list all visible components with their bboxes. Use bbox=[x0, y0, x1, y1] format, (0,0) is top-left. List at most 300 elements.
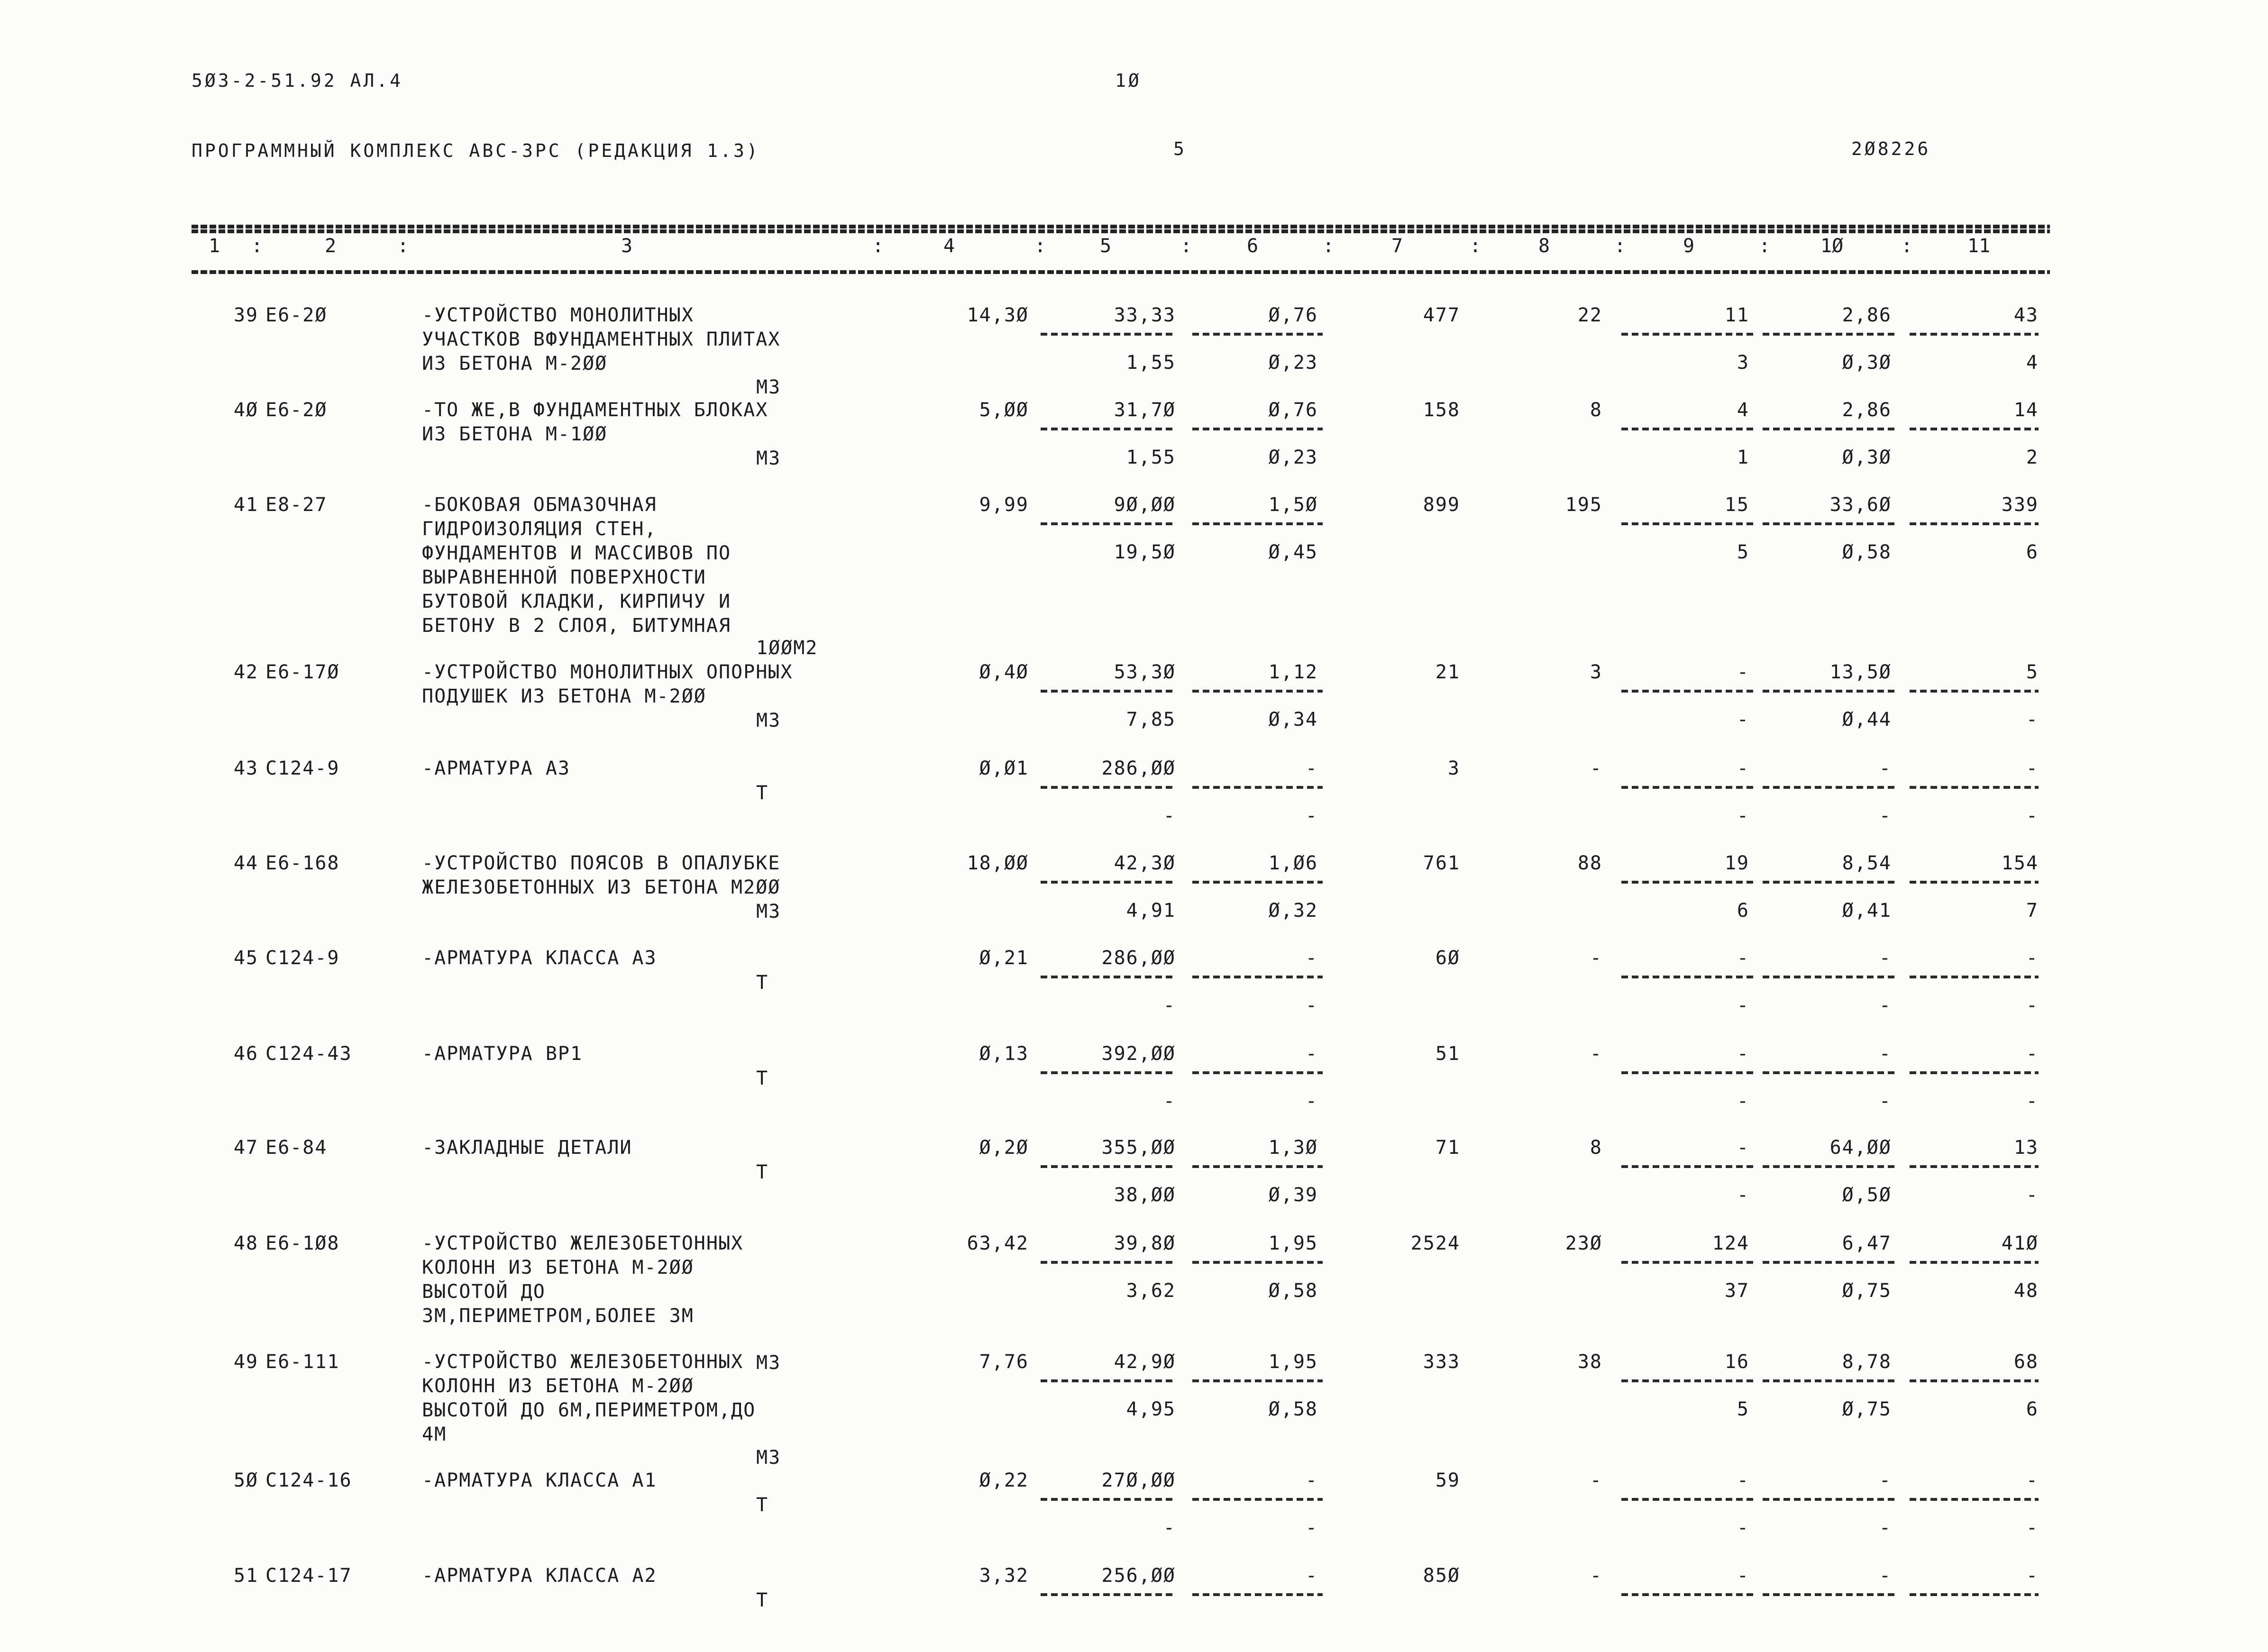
unit-label: 1ØØМ2 bbox=[756, 637, 818, 659]
unit-label: М3 bbox=[756, 447, 781, 469]
cell-divider bbox=[1192, 1379, 1323, 1382]
labor-total: 5 bbox=[2026, 661, 2039, 683]
machine-cost-sub: 5 bbox=[1737, 1398, 1749, 1420]
unit-label: М3 bbox=[756, 376, 781, 398]
cell-divider bbox=[1621, 786, 1754, 789]
labor-unit-sub: Ø,3Ø bbox=[1842, 447, 1892, 468]
row-number: 46 bbox=[233, 1043, 258, 1065]
labor-total: - bbox=[2026, 758, 2039, 779]
row-number: 4Ø bbox=[233, 399, 258, 421]
cell-divider bbox=[1763, 1165, 1896, 1168]
labor-unit: - bbox=[1879, 1043, 1892, 1065]
labor-unit-sub: Ø,44 bbox=[1842, 709, 1892, 730]
labor-total-sub: - bbox=[2026, 709, 2039, 730]
work-description: -УСТРОЙСТВО МОНОЛИТНЫХ УЧАСТКОВ ВФУНДАМЕНТНЫХ ПЛИТАХ ИЗ БЕТОНА М-2ØØ bbox=[422, 304, 781, 374]
unit-cost-sub: - bbox=[1163, 995, 1176, 1016]
cell-divider bbox=[1192, 1261, 1323, 1264]
quantity: 3,32 bbox=[979, 1565, 1029, 1587]
unit-label: Т bbox=[756, 1161, 769, 1183]
cell-divider bbox=[1041, 428, 1176, 430]
work-description: -БОКОВАЯ ОБМАЗОЧНАЯ ГИДРОИЗОЛЯЦИЯ СТЕН, ФУНДАМЕНТОВ И МАССИВОВ ПО ВЫРАВНЕННОЙ ПОВЕРХНОСТИ БУТОВОЙ КЛАДКИ, КИРПИЧУ И БЕТОНУ В 2 СЛОЯ, БИТУМНАЯ bbox=[422, 494, 732, 637]
unit-cost: 27Ø,ØØ bbox=[1101, 1469, 1176, 1491]
row-number: 41 bbox=[233, 494, 258, 516]
quantity: Ø,13 bbox=[979, 1043, 1029, 1065]
wage-cost: - bbox=[1305, 758, 1318, 779]
total-cost: 158 bbox=[1423, 399, 1460, 421]
total-cost: 71 bbox=[1435, 1137, 1460, 1159]
machine-cost-sub: - bbox=[1737, 995, 1749, 1016]
wage-cost: 1,5Ø bbox=[1268, 494, 1318, 516]
work-description: -АРМАТУРА А3 bbox=[422, 758, 570, 779]
unit-cost: 286,ØØ bbox=[1101, 947, 1176, 969]
work-description: -УСТРОЙСТВО ЖЕЛЕЗОБЕТОННЫХ КОЛОНН ИЗ БЕТОНА М-2ØØ ВЫСОТОЙ ДО 6М,ПЕРИМЕТРОМ,ДО 4М bbox=[422, 1351, 756, 1445]
cell-divider bbox=[1763, 522, 1896, 525]
row-number: 42 bbox=[233, 661, 258, 683]
labor-total: 68 bbox=[2013, 1351, 2039, 1373]
cell-divider bbox=[1910, 786, 2039, 789]
cell-divider bbox=[1192, 333, 1323, 336]
cell-divider bbox=[1621, 1379, 1754, 1382]
machine-cost: - bbox=[1737, 1565, 1749, 1587]
column-header: 2 bbox=[325, 235, 337, 257]
wage-cost-sub: - bbox=[1305, 995, 1318, 1016]
total-cost: 85Ø bbox=[1423, 1565, 1460, 1587]
row-code: С124-16 bbox=[265, 1469, 352, 1491]
labor-unit: - bbox=[1879, 1565, 1892, 1587]
column-header: 7 bbox=[1391, 235, 1403, 257]
unit-cost-sub: 19,5Ø bbox=[1114, 541, 1176, 563]
cell-divider bbox=[1910, 1071, 2039, 1074]
table-top-rule-2 bbox=[192, 229, 2050, 233]
machine-cost-sub: - bbox=[1737, 1184, 1749, 1206]
quantity: 63,42 bbox=[967, 1232, 1029, 1254]
machine-cost-sub: 6 bbox=[1737, 900, 1749, 922]
labor-total-sub: - bbox=[2026, 995, 2039, 1016]
labor-total: 154 bbox=[2001, 852, 2039, 874]
labor-unit: 33,6Ø bbox=[1829, 494, 1892, 516]
unit-label: М3 bbox=[756, 901, 781, 922]
document-code: 5Ø3-2-51.92 АЛ.4 bbox=[192, 70, 403, 91]
cell-divider bbox=[1621, 1261, 1754, 1264]
unit-cost: 286,ØØ bbox=[1101, 758, 1176, 779]
column-separator: : bbox=[1470, 235, 1482, 257]
total-cost: 51 bbox=[1435, 1043, 1460, 1065]
cell-divider bbox=[1041, 1261, 1176, 1264]
labor-total: - bbox=[2026, 1043, 2039, 1065]
wages-total: - bbox=[1590, 947, 1602, 969]
machine-cost-sub: 5 bbox=[1737, 541, 1749, 563]
machine-cost: - bbox=[1737, 661, 1749, 683]
machine-cost: 4 bbox=[1737, 399, 1749, 421]
wage-cost-sub: Ø,34 bbox=[1268, 709, 1318, 730]
wage-cost-sub: - bbox=[1305, 805, 1318, 827]
row-number: 39 bbox=[233, 304, 258, 326]
cell-divider bbox=[1910, 881, 2039, 884]
column-separator: : bbox=[1901, 235, 1913, 257]
page-number: 5 bbox=[1173, 138, 1187, 159]
cell-divider bbox=[1041, 690, 1176, 693]
row-code: С124-43 bbox=[265, 1043, 352, 1065]
wages-total: 88 bbox=[1577, 852, 1602, 874]
quantity: Ø,4Ø bbox=[979, 661, 1029, 683]
cell-divider bbox=[1041, 1379, 1176, 1382]
cell-divider bbox=[1910, 1498, 2039, 1501]
total-cost: 3 bbox=[1447, 758, 1460, 779]
column-separator: : bbox=[872, 235, 884, 257]
column-header: 4 bbox=[943, 235, 955, 257]
total-cost: 2524 bbox=[1410, 1232, 1460, 1254]
labor-unit-sub: Ø,75 bbox=[1842, 1398, 1892, 1420]
work-description: -АРМАТУРА ВР1 bbox=[422, 1043, 583, 1065]
unit-cost: 53,3Ø bbox=[1114, 661, 1176, 683]
cell-divider bbox=[1041, 881, 1176, 884]
unit-cost-sub: 4,91 bbox=[1126, 900, 1176, 922]
cell-divider bbox=[1910, 976, 2039, 978]
cell-divider bbox=[1041, 976, 1176, 978]
unit-cost: 42,9Ø bbox=[1114, 1351, 1176, 1373]
cell-divider bbox=[1041, 522, 1176, 525]
row-number: 45 bbox=[233, 947, 258, 969]
labor-unit-sub: Ø,41 bbox=[1842, 900, 1892, 922]
column-separator: : bbox=[1323, 235, 1335, 257]
row-code: Е6-111 bbox=[265, 1351, 340, 1373]
labor-unit: 8,54 bbox=[1842, 852, 1892, 874]
cell-divider bbox=[1041, 1071, 1176, 1074]
machine-cost: - bbox=[1737, 1469, 1749, 1491]
machine-cost: - bbox=[1737, 947, 1749, 969]
machine-cost-sub: - bbox=[1737, 805, 1749, 827]
labor-unit-sub: - bbox=[1879, 1090, 1892, 1112]
labor-unit: 13,5Ø bbox=[1829, 661, 1892, 683]
work-description: -ЗАКЛАДНЫЕ ДЕТАЛИ bbox=[422, 1137, 632, 1159]
wage-cost: Ø,76 bbox=[1268, 399, 1318, 421]
quantity: 9,99 bbox=[979, 494, 1029, 516]
unit-label: М3 bbox=[756, 710, 781, 731]
unit-label: Т bbox=[756, 1068, 769, 1089]
cell-divider bbox=[1621, 1498, 1754, 1501]
column-header: 3 bbox=[621, 235, 633, 257]
wage-cost-sub: Ø,23 bbox=[1268, 352, 1318, 374]
wage-cost-sub: Ø,45 bbox=[1268, 541, 1318, 563]
document-id: 2Ø8226 bbox=[1851, 138, 1931, 159]
total-cost: 899 bbox=[1423, 494, 1460, 516]
row-number: 47 bbox=[233, 1137, 258, 1159]
column-header: 11 bbox=[1967, 235, 1991, 257]
unit-cost: 355,ØØ bbox=[1101, 1137, 1176, 1159]
row-number: 51 bbox=[233, 1565, 258, 1587]
column-header: 9 bbox=[1683, 235, 1695, 257]
cell-divider bbox=[1041, 333, 1176, 336]
row-number: 43 bbox=[233, 758, 258, 779]
total-cost: 6Ø bbox=[1435, 947, 1460, 969]
labor-total: 13 bbox=[2013, 1137, 2039, 1159]
column-header-rule bbox=[192, 270, 2050, 274]
cell-divider bbox=[1621, 522, 1754, 525]
cell-divider bbox=[1192, 881, 1323, 884]
cell-divider bbox=[1763, 690, 1896, 693]
unit-cost: 256,ØØ bbox=[1101, 1565, 1176, 1587]
machine-cost-sub: 3 bbox=[1737, 352, 1749, 374]
labor-unit-sub: Ø,75 bbox=[1842, 1280, 1892, 1302]
machine-cost: 124 bbox=[1712, 1232, 1749, 1254]
labor-total: 14 bbox=[2013, 399, 2039, 421]
unit-cost-sub: 4,95 bbox=[1126, 1398, 1176, 1420]
total-cost: 761 bbox=[1423, 852, 1460, 874]
cell-divider bbox=[1621, 881, 1754, 884]
labor-total: 41Ø bbox=[2001, 1232, 2039, 1254]
labor-total: 339 bbox=[2001, 494, 2039, 516]
wage-cost-sub: - bbox=[1305, 1090, 1318, 1112]
table-top-rule bbox=[192, 225, 2050, 228]
machine-cost: 16 bbox=[1724, 1351, 1749, 1373]
machine-cost-sub: - bbox=[1737, 709, 1749, 730]
cell-divider bbox=[1910, 522, 2039, 525]
row-code: Е6-17Ø bbox=[265, 661, 340, 683]
cell-divider bbox=[1041, 786, 1176, 789]
column-separator: : bbox=[251, 235, 263, 257]
wage-cost: - bbox=[1305, 1043, 1318, 1065]
column-separator: : bbox=[1180, 235, 1192, 257]
column-separator: : bbox=[1614, 235, 1626, 257]
cell-divider bbox=[1763, 1261, 1896, 1264]
labor-unit-sub: - bbox=[1879, 1517, 1892, 1539]
row-code: С124-9 bbox=[265, 758, 340, 779]
machine-cost-sub: 37 bbox=[1724, 1280, 1749, 1302]
unit-label: М3 bbox=[756, 1447, 781, 1469]
cell-divider bbox=[1621, 690, 1754, 693]
cell-divider bbox=[1192, 1593, 1323, 1596]
quantity: 14,3Ø bbox=[967, 304, 1029, 326]
unit-cost-sub: 3,62 bbox=[1126, 1280, 1176, 1302]
work-description: -УСТРОЙСТВО ПОЯСОВ В ОПАЛУБКЕ ЖЕЛЕЗОБЕТОННЫХ ИЗ БЕТОНА М2ØØ bbox=[422, 852, 781, 898]
labor-unit-sub: - bbox=[1879, 995, 1892, 1016]
wage-cost-sub: Ø,58 bbox=[1268, 1398, 1318, 1420]
cell-divider bbox=[1621, 333, 1754, 336]
row-code: Е6-2Ø bbox=[265, 399, 328, 421]
unit-cost-sub: 7,85 bbox=[1126, 709, 1176, 730]
wages-total: - bbox=[1590, 758, 1602, 779]
machine-cost-sub: - bbox=[1737, 1517, 1749, 1539]
row-code: Е6-1Ø8 bbox=[265, 1232, 340, 1254]
machine-cost: 11 bbox=[1724, 304, 1749, 326]
wage-cost: 1,Ø6 bbox=[1268, 852, 1318, 874]
labor-unit: 64,ØØ bbox=[1829, 1137, 1892, 1159]
labor-total-sub: - bbox=[2026, 805, 2039, 827]
labor-total-sub: - bbox=[2026, 1517, 2039, 1539]
total-cost: 21 bbox=[1435, 661, 1460, 683]
wages-total: - bbox=[1590, 1043, 1602, 1065]
labor-total: 43 bbox=[2013, 304, 2039, 326]
cell-divider bbox=[1763, 1071, 1896, 1074]
cell-divider bbox=[1763, 881, 1896, 884]
row-code: Е6-168 bbox=[265, 852, 340, 874]
unit-label: Т bbox=[756, 972, 769, 994]
wage-cost-sub: Ø,32 bbox=[1268, 900, 1318, 922]
unit-cost-sub: - bbox=[1163, 1517, 1176, 1539]
unit-cost-sub: - bbox=[1163, 1090, 1176, 1112]
labor-unit-sub: Ø,3Ø bbox=[1842, 352, 1892, 374]
cell-divider bbox=[1192, 1071, 1323, 1074]
cell-divider bbox=[1763, 1498, 1896, 1501]
cell-divider bbox=[1910, 1261, 2039, 1264]
cell-divider bbox=[1763, 333, 1896, 336]
cell-divider bbox=[1910, 690, 2039, 693]
wages-total: 8 bbox=[1590, 399, 1602, 421]
machine-cost: - bbox=[1737, 758, 1749, 779]
unit-label: Т bbox=[756, 1494, 769, 1516]
column-header: 8 bbox=[1538, 235, 1550, 257]
total-cost: 59 bbox=[1435, 1469, 1460, 1491]
cell-divider bbox=[1763, 786, 1896, 789]
labor-total-sub: 7 bbox=[2026, 900, 2039, 922]
cell-divider bbox=[1910, 428, 2039, 430]
wages-total: 22 bbox=[1577, 304, 1602, 326]
row-number: 5Ø bbox=[233, 1469, 258, 1491]
cell-divider bbox=[1192, 522, 1323, 525]
labor-total: - bbox=[2026, 1469, 2039, 1491]
program-title: ПРОГРАММНЫЙ КОМПЛЕКС АВС-3РС (РЕДАКЦИЯ 1.3) bbox=[192, 140, 760, 161]
quantity: Ø,22 bbox=[979, 1469, 1029, 1491]
machine-cost-sub: 1 bbox=[1737, 447, 1749, 468]
labor-total-sub: 4 bbox=[2026, 352, 2039, 374]
cell-divider bbox=[1910, 1165, 2039, 1168]
quantity: Ø,2Ø bbox=[979, 1137, 1029, 1159]
cell-divider bbox=[1910, 333, 2039, 336]
machine-cost-sub: - bbox=[1737, 1090, 1749, 1112]
work-description: -АРМАТУРА КЛАССА А3 bbox=[422, 947, 657, 969]
cell-divider bbox=[1041, 1593, 1176, 1596]
unit-cost: 31,7Ø bbox=[1114, 399, 1176, 421]
row-code: С124-9 bbox=[265, 947, 340, 969]
cell-divider bbox=[1763, 428, 1896, 430]
machine-cost: - bbox=[1737, 1043, 1749, 1065]
row-code: Е8-27 bbox=[265, 494, 328, 516]
quantity: Ø,Ø1 bbox=[979, 758, 1029, 779]
quantity: 7,76 bbox=[979, 1351, 1029, 1373]
cell-divider bbox=[1621, 1165, 1754, 1168]
wage-cost-sub: Ø,23 bbox=[1268, 447, 1318, 468]
wage-cost-sub: - bbox=[1305, 1517, 1318, 1539]
column-header: 5 bbox=[1100, 235, 1112, 257]
cell-divider bbox=[1192, 976, 1323, 978]
labor-unit: - bbox=[1879, 758, 1892, 779]
column-separator: : bbox=[1034, 235, 1046, 257]
cell-divider bbox=[1192, 428, 1323, 430]
column-separator: : bbox=[397, 235, 409, 257]
labor-total-sub: - bbox=[2026, 1184, 2039, 1206]
labor-total-sub: 6 bbox=[2026, 1398, 2039, 1420]
wage-cost: 1,12 bbox=[1268, 661, 1318, 683]
quantity: 18,ØØ bbox=[967, 852, 1029, 874]
labor-unit: 2,86 bbox=[1842, 304, 1892, 326]
cell-divider bbox=[1621, 1593, 1754, 1596]
cell-divider bbox=[1621, 428, 1754, 430]
wages-total: 38 bbox=[1577, 1351, 1602, 1373]
wage-cost-sub: Ø,58 bbox=[1268, 1280, 1318, 1302]
labor-unit-sub: Ø,58 bbox=[1842, 541, 1892, 563]
wage-cost: - bbox=[1305, 947, 1318, 969]
wages-total: - bbox=[1590, 1565, 1602, 1587]
row-code: С124-17 bbox=[265, 1565, 352, 1587]
unit-label: М3 bbox=[756, 1352, 781, 1374]
labor-unit-sub: - bbox=[1879, 805, 1892, 827]
labor-unit: 6,47 bbox=[1842, 1232, 1892, 1254]
wage-cost: 1,3Ø bbox=[1268, 1137, 1318, 1159]
unit-label: Т bbox=[756, 782, 769, 804]
unit-label: Т bbox=[756, 1589, 769, 1611]
cell-divider bbox=[1192, 690, 1323, 693]
work-description: -УСТРОЙСТВО ЖЕЛЕЗОБЕТОННЫХ КОЛОНН ИЗ БЕТОНА М-2ØØ ВЫСОТОЙ ДО 3М,ПЕРИМЕТРОМ,БОЛЕЕ 3М bbox=[422, 1232, 744, 1327]
labor-total: - bbox=[2026, 947, 2039, 969]
column-separator: : bbox=[1759, 235, 1771, 257]
machine-cost: - bbox=[1737, 1137, 1749, 1159]
cell-divider bbox=[1192, 786, 1323, 789]
wages-total: - bbox=[1590, 1469, 1602, 1491]
machine-cost: 19 bbox=[1724, 852, 1749, 874]
wage-cost: - bbox=[1305, 1565, 1318, 1587]
row-number: 49 bbox=[233, 1351, 258, 1373]
labor-unit: 8,78 bbox=[1842, 1351, 1892, 1373]
wage-cost: Ø,76 bbox=[1268, 304, 1318, 326]
labor-unit: - bbox=[1879, 947, 1892, 969]
cell-divider bbox=[1621, 976, 1754, 978]
wages-total: 8 bbox=[1590, 1137, 1602, 1159]
unit-cost-sub: 38,ØØ bbox=[1114, 1184, 1176, 1206]
work-description: -ТО ЖЕ,В ФУНДАМЕНТНЫХ БЛОКАХ ИЗ БЕТОНА М-1ØØ bbox=[422, 399, 768, 445]
cell-divider bbox=[1763, 976, 1896, 978]
unit-cost: 33,33 bbox=[1114, 304, 1176, 326]
machine-cost: 15 bbox=[1724, 494, 1749, 516]
row-code: Е6-2Ø bbox=[265, 304, 328, 326]
wage-cost: - bbox=[1305, 1469, 1318, 1491]
labor-unit-sub: Ø,5Ø bbox=[1842, 1184, 1892, 1206]
cell-divider bbox=[1192, 1498, 1323, 1501]
wages-total: 23Ø bbox=[1565, 1232, 1602, 1254]
work-description: -УСТРОЙСТВО МОНОЛИТНЫХ ОПОРНЫХ ПОДУШЕК ИЗ БЕТОНА М-2ØØ bbox=[422, 661, 793, 707]
cell-divider bbox=[1041, 1498, 1176, 1501]
wages-total: 195 bbox=[1565, 494, 1602, 516]
labor-total-sub: 2 bbox=[2026, 447, 2039, 468]
row-number: 44 bbox=[233, 852, 258, 874]
work-description: -АРМАТУРА КЛАССА А2 bbox=[422, 1565, 657, 1587]
unit-cost: 9Ø,ØØ bbox=[1114, 494, 1176, 516]
unit-cost: 39,8Ø bbox=[1114, 1232, 1176, 1254]
labor-unit: 2,86 bbox=[1842, 399, 1892, 421]
labor-total-sub: 48 bbox=[2013, 1280, 2039, 1302]
unit-cost: 42,3Ø bbox=[1114, 852, 1176, 874]
wage-cost: 1,95 bbox=[1268, 1351, 1318, 1373]
cell-divider bbox=[1763, 1379, 1896, 1382]
unit-cost: 392,ØØ bbox=[1101, 1043, 1176, 1065]
work-description: -АРМАТУРА КЛАССА А1 bbox=[422, 1469, 657, 1491]
labor-total-sub: - bbox=[2026, 1090, 2039, 1112]
row-code: Е6-84 bbox=[265, 1137, 328, 1159]
labor-total: - bbox=[2026, 1565, 2039, 1587]
unit-cost-sub: 1,55 bbox=[1126, 447, 1176, 468]
cell-divider bbox=[1621, 1071, 1754, 1074]
quantity: 5,ØØ bbox=[979, 399, 1029, 421]
labor-total-sub: 6 bbox=[2026, 541, 2039, 563]
total-cost: 477 bbox=[1423, 304, 1460, 326]
wages-total: 3 bbox=[1590, 661, 1602, 683]
column-header: 1 bbox=[209, 235, 220, 257]
sheet-number: 1Ø bbox=[1115, 70, 1142, 91]
row-number: 48 bbox=[233, 1232, 258, 1254]
total-cost: 333 bbox=[1423, 1351, 1460, 1373]
cell-divider bbox=[1192, 1165, 1323, 1168]
wage-cost-sub: Ø,39 bbox=[1268, 1184, 1318, 1206]
wage-cost: 1,95 bbox=[1268, 1232, 1318, 1254]
